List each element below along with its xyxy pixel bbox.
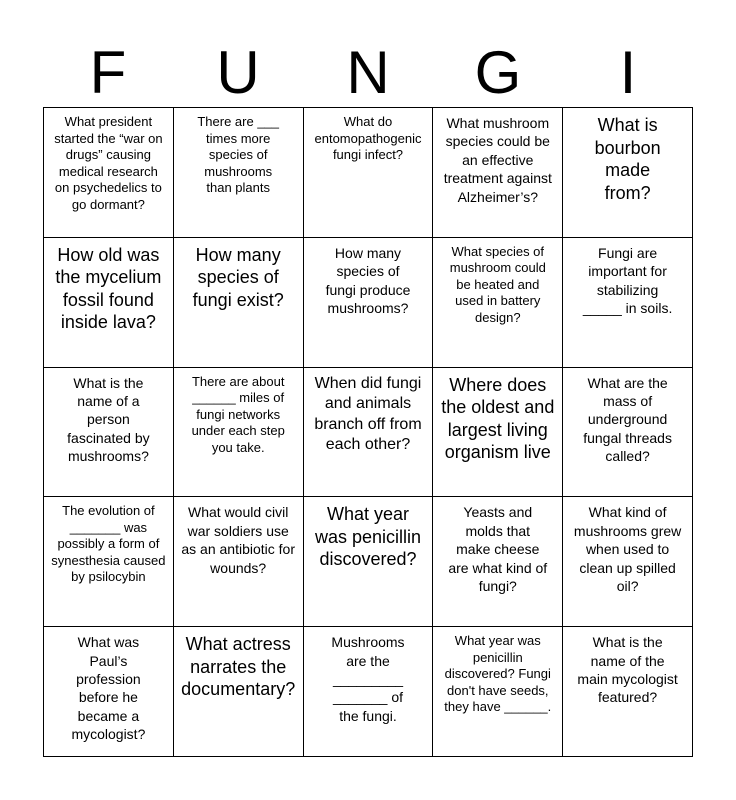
bingo-header bbox=[43, 40, 693, 106]
cell-text: Mushrooms are the _________ _______ of the fungi. bbox=[331, 634, 405, 724]
bingo-cell-r4c3[interactable] bbox=[304, 497, 434, 627]
header-letter-u: U bbox=[216, 39, 260, 106]
bingo-cell-r1c4[interactable] bbox=[433, 108, 563, 238]
cell-text: What is bourbon made from? bbox=[594, 115, 661, 203]
cell-text: How many species of fungi produce mushrooms? bbox=[325, 244, 411, 317]
bingo-cell-r5c5[interactable] bbox=[563, 627, 693, 757]
bingo-cell-r3c2[interactable] bbox=[174, 368, 304, 498]
cell-text: What species of mushroom could be heated and used in battery design? bbox=[449, 243, 546, 325]
bingo-cell-r1c1[interactable] bbox=[44, 108, 174, 238]
bingo-cell-r1c5[interactable] bbox=[563, 108, 693, 238]
cell-text: Where does the oldest and largest living organism live bbox=[441, 374, 555, 463]
cell-text: There are about ______ miles of fungi networks under each step you take. bbox=[191, 373, 285, 455]
cell-text: What kind of mushrooms grew when used to clean up spilled oil? bbox=[573, 504, 682, 595]
cell-text: How many species of fungi exist? bbox=[192, 244, 284, 310]
bingo-cell-r3c3[interactable] bbox=[304, 368, 434, 498]
bingo-cell-r4c5[interactable] bbox=[563, 497, 693, 627]
cell-text: The evolution of _______ was possibly a form of synesthesia caused by psilocybin bbox=[51, 503, 166, 585]
bingo-cell-r2c5[interactable] bbox=[563, 238, 693, 368]
cell-text: What president started the “war on drugs” causing medical research on psychedelics to go dormant? bbox=[54, 114, 163, 212]
bingo-cell-r5c3[interactable] bbox=[304, 627, 434, 757]
bingo-cell-r3c4[interactable] bbox=[433, 368, 563, 498]
bingo-cell-r1c3[interactable] bbox=[304, 108, 434, 238]
bingo-grid bbox=[43, 107, 693, 757]
cell-text: Fungi are important for stabilizing _____ in soils. bbox=[582, 244, 673, 317]
header-letter-n: N bbox=[346, 39, 390, 106]
bingo-cell-r5c1[interactable] bbox=[44, 627, 174, 757]
bingo-cell-r5c4[interactable] bbox=[433, 627, 563, 757]
cell-text: What would civil war soldiers use as an antibiotic for wounds? bbox=[181, 504, 295, 576]
cell-text: What year was penicillin discovered? Fungi don't have seeds, they have ______. bbox=[444, 633, 552, 715]
cell-text: What are the mass of underground fungal threads called? bbox=[583, 374, 672, 465]
bingo-cell-r2c2[interactable] bbox=[174, 238, 304, 368]
bingo-cell-r1c2[interactable] bbox=[174, 108, 304, 238]
cell-text: What actress narrates the documentary? bbox=[181, 634, 296, 700]
bingo-cell-r4c1[interactable] bbox=[44, 497, 174, 627]
bingo-cell-r3c1[interactable] bbox=[44, 368, 174, 498]
bingo-cell-r2c3[interactable] bbox=[304, 238, 434, 368]
bingo-cell-r4c2[interactable] bbox=[174, 497, 304, 627]
cell-text: There are ___ times more species of mushrooms than plants bbox=[197, 114, 280, 195]
header-letter-f: F bbox=[89, 39, 127, 106]
cell-text: What was Paul’s profession before he became a mycologist? bbox=[71, 634, 146, 743]
cell-text: What is the name of the main mycologist featured? bbox=[577, 634, 678, 706]
cell-text: When did fungi and animals branch off from each other? bbox=[314, 374, 422, 454]
cell-text: How old was the mycelium fossil found inside lava? bbox=[55, 244, 162, 333]
cell-text: Yeasts and molds that make cheese are what kind of fungi? bbox=[448, 504, 548, 595]
header-letter-g: G bbox=[474, 39, 522, 106]
bingo-cell-r2c1[interactable] bbox=[44, 238, 174, 368]
header-letter-i: I bbox=[619, 39, 637, 106]
cell-text: What year was penicillin discovered? bbox=[314, 504, 422, 570]
cell-text: What do entomopathogenic fungi infect? bbox=[314, 114, 422, 162]
bingo-cell-r5c2[interactable] bbox=[174, 627, 304, 757]
bingo-cell-r2c4[interactable] bbox=[433, 238, 563, 368]
bingo-cell-r4c4[interactable] bbox=[433, 497, 563, 627]
bingo-cell-r3c5[interactable] bbox=[563, 368, 693, 498]
cell-text: What mushroom species could be an effective treatment against Alzheimer’s? bbox=[443, 115, 552, 205]
cell-text: What is the name of a person fascinated by mushrooms? bbox=[67, 374, 150, 465]
